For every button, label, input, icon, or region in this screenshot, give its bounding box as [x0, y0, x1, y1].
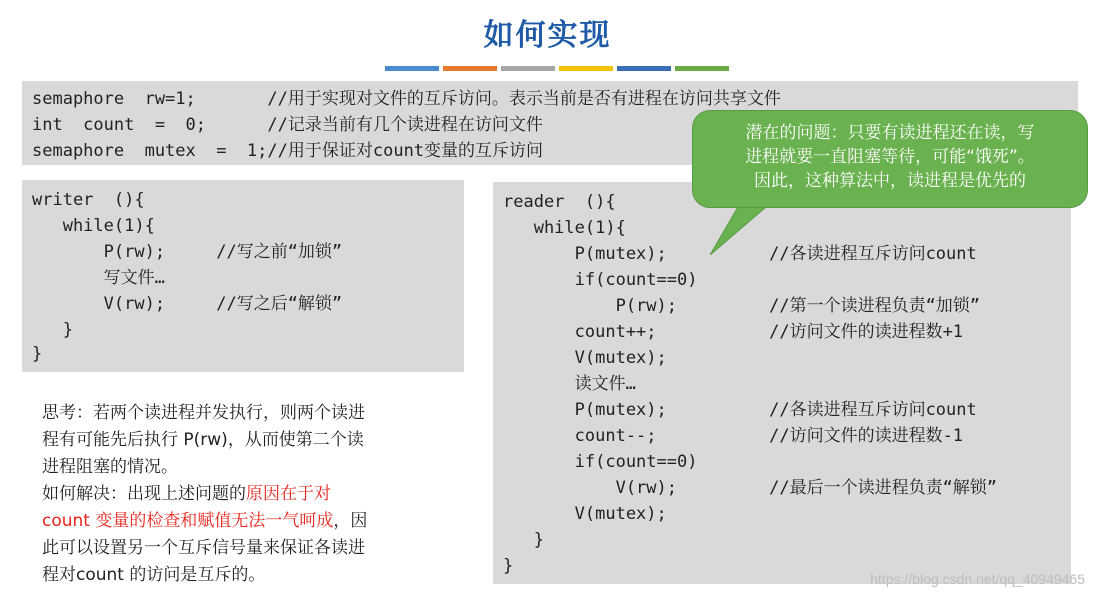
code-line: P(rw); //写之前“加锁”	[32, 242, 343, 262]
code-line: V(mutex);	[503, 348, 667, 368]
writer-code-box	[22, 180, 464, 372]
highlight-text: count 变量的检查和赋值无法一气呵成	[42, 511, 334, 531]
code-line: while(1){	[32, 216, 155, 236]
divider-segment	[675, 66, 729, 71]
divider-segment	[501, 66, 555, 71]
code-line: }	[32, 320, 73, 340]
code-line: if(count==0)	[503, 452, 698, 472]
code-line: }	[32, 344, 43, 364]
color-divider	[385, 66, 729, 71]
code-line: P(mutex); //各读进程互斥访问count	[503, 400, 977, 420]
divider-segment	[443, 66, 497, 71]
code-line: semaphore mutex = 1;//用于保证对count变量的互斥访问	[32, 141, 544, 161]
code-line: count++; //访问文件的读进程数+1	[503, 322, 964, 342]
code-line: if(count==0)	[503, 270, 698, 290]
code-line: 读文件…	[503, 374, 636, 394]
text-line	[42, 481, 462, 508]
code-line: P(rw); //第一个读进程负责“加锁”	[503, 296, 981, 316]
code-line: P(mutex); //各读进程互斥访问count	[503, 244, 977, 264]
text-span: 如何解决：出现上述问题的	[42, 484, 246, 504]
text-span: ，因	[333, 511, 368, 531]
text-line: 此可以设置另一个互斥信号量来保证各读进	[42, 538, 365, 558]
text-line: 进程阻塞的情况。	[42, 457, 178, 477]
code-line: count--; //访问文件的读进程数-1	[503, 426, 964, 446]
code-line: 写文件…	[32, 268, 165, 288]
code-line: int count = 0; //记录当前有几个读进程在访问文件	[32, 115, 543, 135]
code-line: }	[503, 556, 514, 576]
code-line: writer (){	[32, 190, 145, 210]
page-title: 如何实现	[483, 18, 612, 53]
divider-segment	[617, 66, 671, 71]
code-line: V(rw); //写之后“解锁”	[32, 294, 343, 314]
callout-line: 因此，这种算法中，读进程是优先的	[754, 171, 1026, 191]
text-line	[42, 508, 462, 535]
code-line: while(1){	[503, 218, 626, 238]
text-line: 思考：若两个读进程并发执行，则两个读进	[42, 403, 365, 423]
highlight-text: 原因在于对	[246, 484, 331, 504]
code-line: semaphore rw=1; //用于实现对文件的互斥访问。表示当前是否有进程在访问共享文件	[32, 89, 781, 109]
watermark: https://blog.csdn.net/qq_40949465	[870, 571, 1085, 587]
text-line: 程对count 的访问是互斥的。	[42, 565, 266, 585]
callout-line: 潜在的问题：只要有读进程还在读，写	[745, 123, 1035, 143]
code-line: }	[503, 530, 544, 550]
problem-callout	[692, 110, 1088, 208]
code-line: V(mutex);	[503, 504, 667, 524]
callout-line: 进程就要一直阻塞等待，可能“饿死”。	[745, 147, 1035, 167]
divider-segment	[385, 66, 439, 71]
text-line: 程有可能先后执行 P(rw)，从而使第二个读	[42, 430, 364, 450]
code-line: reader (){	[503, 192, 616, 212]
thinking-paragraph	[42, 400, 462, 589]
code-line: V(rw); //最后一个读进程负责“解锁”	[503, 478, 998, 498]
divider-segment	[559, 66, 613, 71]
